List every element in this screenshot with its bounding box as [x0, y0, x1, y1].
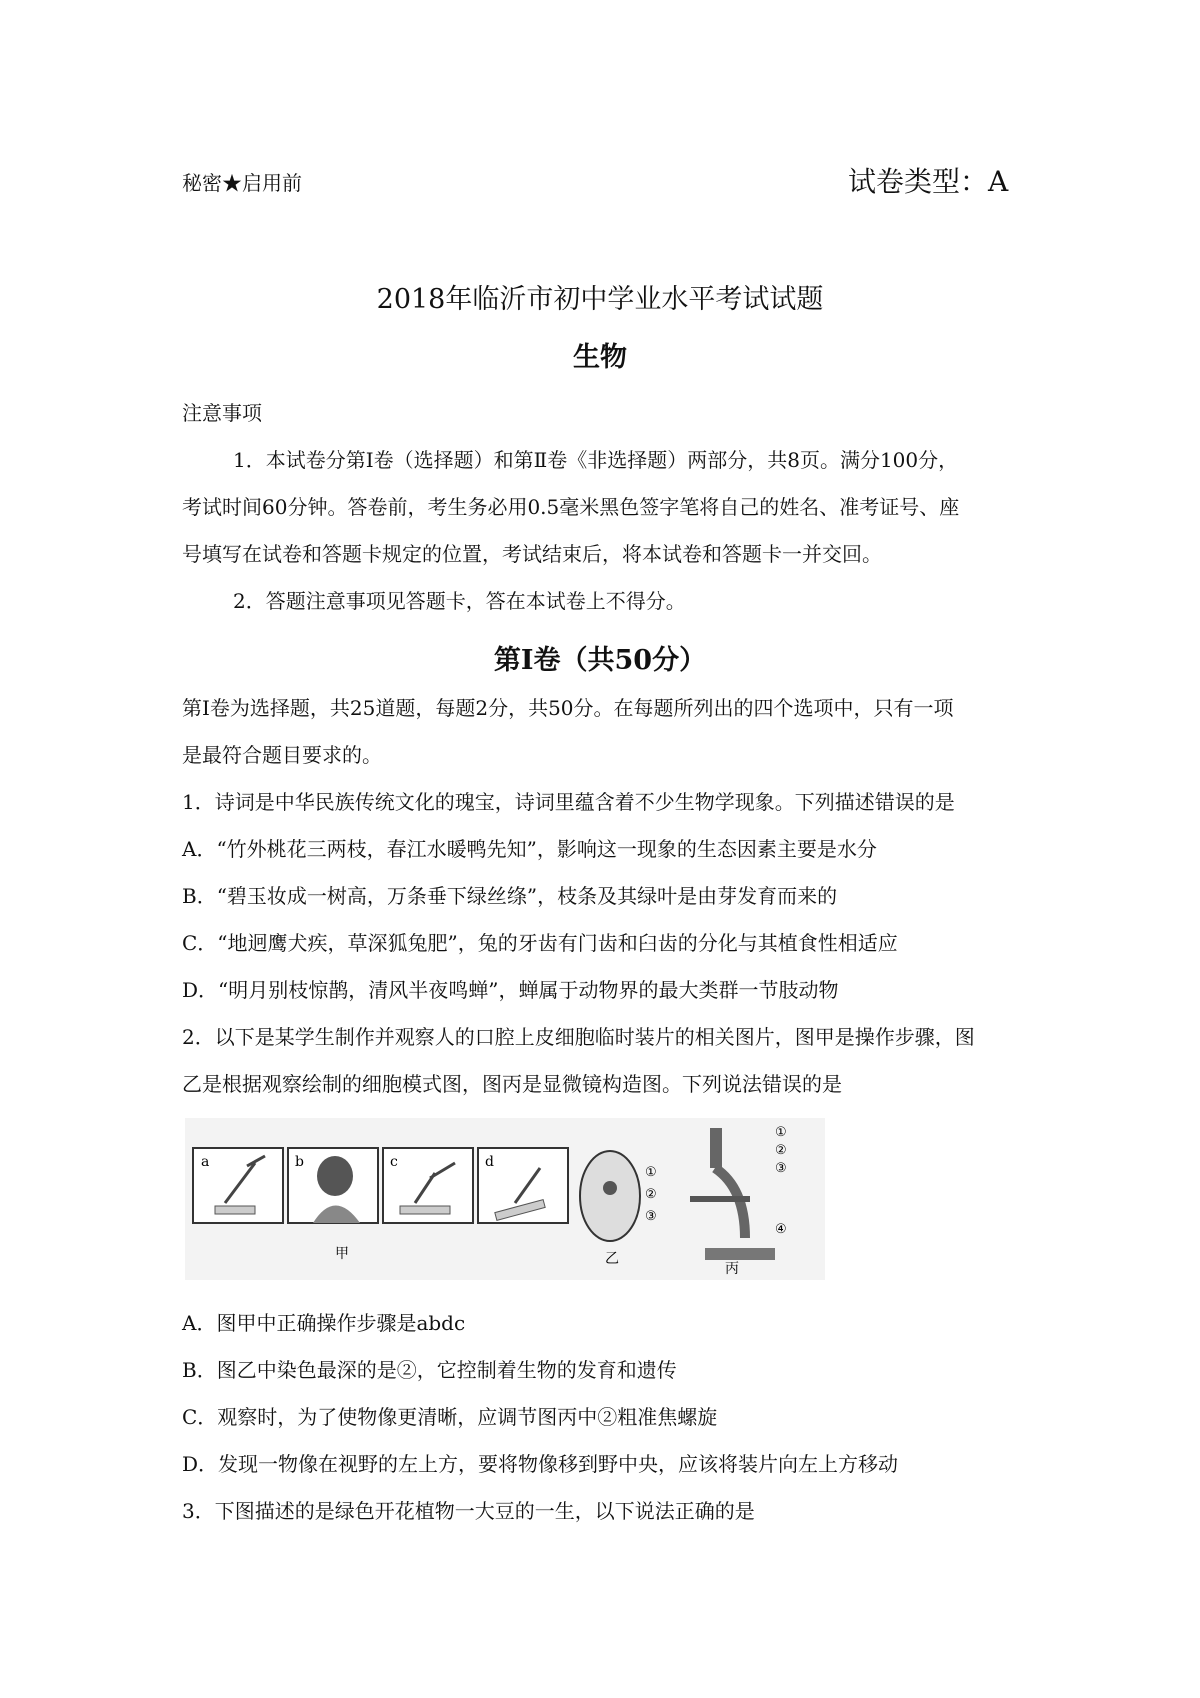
question-2-option-d: D．发现一物像在视野的左上方，要将物像移到野中央，应该将装片向左上方移动	[182, 1452, 899, 1476]
notice-item1-line1: 1．本试卷分第Ⅰ卷（选择题）和第Ⅱ卷《非选择题）两部分，共8页。满分100分，	[233, 448, 959, 472]
question-3-stem: 3．下图描述的是绿色开花植物一大豆的一生，以下说法正确的是	[182, 1499, 755, 1523]
svg-text:②: ②	[775, 1143, 787, 1158]
figure-panel-c	[383, 1148, 473, 1223]
figure-panel-a	[193, 1148, 283, 1223]
svg-text:d: d	[485, 1154, 494, 1170]
svg-text:b: b	[295, 1154, 304, 1170]
svg-text:②: ②	[645, 1187, 657, 1202]
confidential-mark: 秘密★启用前	[182, 171, 302, 195]
svg-text:a: a	[201, 1154, 210, 1170]
question-1-option-a: A．“竹外桃花三两枝，春江水暖鸭先知”，影响这一现象的生态因素主要是水分	[182, 837, 877, 861]
figure-label-jia: 甲	[335, 1246, 349, 1262]
paper-type: 试卷类型：A	[848, 165, 1009, 198]
question-1-option-c: C．“地迥鹰犬疾，草深狐兔肥”，兔的牙齿有门齿和臼齿的分化与其植食性相适应	[182, 931, 898, 955]
svg-text:③: ③	[645, 1209, 657, 1224]
question-2-option-a: A．图甲中正确操作步骤是abdc	[182, 1311, 466, 1335]
question-2-option-c: C．观察时，为了使物像更清晰，应调节图丙中②粗准焦螺旋	[182, 1405, 718, 1429]
figure-panel-d	[478, 1148, 568, 1223]
question-2-figure	[185, 1118, 825, 1280]
question-2-stem-line1: 2．以下是某学生制作并观察人的口腔上皮细胞临时装片的相关图片，图甲是操作步骤，图	[182, 1025, 975, 1049]
notice-heading: 注意事项	[182, 401, 262, 425]
question-2-stem-line2: 乙是根据观察绘制的细胞模式图，图丙是显微镜构造图。下列说法错误的是	[182, 1072, 842, 1096]
notice-item1-line3: 号填写在试卷和答题卡规定的位置，考试结束后，将本试卷和答题卡一并交回。	[182, 542, 882, 566]
subject-title: 生物	[573, 342, 627, 373]
section-intro-line2: 是最符合题目要求的。	[182, 743, 382, 767]
svg-text:c: c	[390, 1154, 398, 1170]
section-heading: 第Ⅰ卷（共50分）	[493, 645, 707, 676]
question-1-option-d: D．“明月别枝惊鹊，清风半夜鸣蝉”，蝉属于动物界的最大类群一节肢动物	[182, 978, 839, 1002]
question-1-stem: 1．诗词是中华民族传统文化的瑰宝，诗词里蕴含着不少生物学现象。下列描述错误的是	[182, 790, 955, 814]
notice-item2: 2．答题注意事项见答题卡，答在本试卷上不得分。	[233, 589, 686, 613]
figure-panel-b	[288, 1148, 378, 1223]
figure-cell-diagram	[580, 1151, 657, 1241]
exam-title: 2018年临沂市初中学业水平考试试题	[376, 284, 824, 315]
svg-text:④: ④	[775, 1222, 787, 1237]
question-1-option-b: B．“碧玉妆成一树高，万条垂下绿丝绦”，枝条及其绿叶是由芽发育而来的	[182, 884, 838, 908]
figure-label-bing: 丙	[725, 1261, 739, 1277]
question-2-option-b: B．图乙中染色最深的是②，它控制着生物的发育和遗传	[182, 1358, 677, 1382]
svg-text:①: ①	[645, 1165, 657, 1180]
section-intro-line1: 第Ⅰ卷为选择题，共25道题，每题2分，共50分。在每题所列出的四个选项中，只有一项	[182, 696, 954, 720]
svg-text:③: ③	[775, 1161, 787, 1176]
figure-label-yi: 乙	[605, 1251, 619, 1267]
figure-microscope-diagram	[690, 1125, 787, 1260]
notice-item1-line2: 考试时间60分钟。答卷前，考生务必用0.5毫米黑色签字笔将自己的姓名、准考证号、座	[182, 495, 960, 519]
svg-text:①: ①	[775, 1125, 787, 1140]
